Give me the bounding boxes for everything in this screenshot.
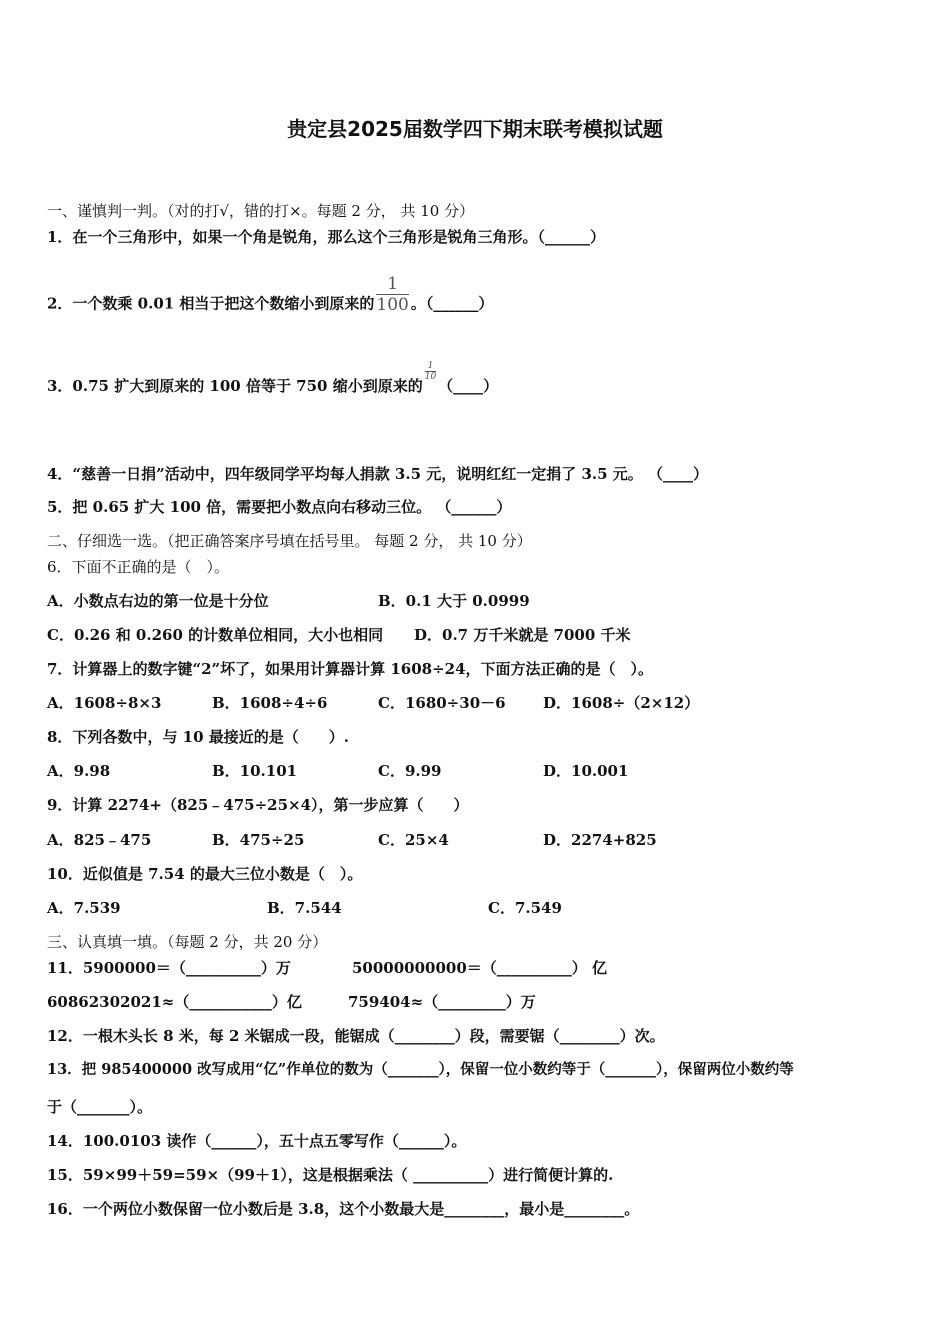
page-title: 贵定县2025届数学四下期末联考模拟试题 bbox=[287, 117, 663, 141]
question-2-text: 2．一个数乘 0.01 相当于把这个数缩小到原来的 bbox=[47, 294, 375, 313]
fraction-one-tenth bbox=[425, 361, 436, 382]
question-8: 8．下列各数中，与 10 最接近的是（ ）. bbox=[47, 728, 349, 746]
q7-option-a: A．1608÷8×3 bbox=[47, 694, 162, 712]
question-3-text: 3．0.75 扩大到原来的 100 倍等于 750 缩小到原来的 bbox=[47, 377, 423, 395]
q6-option-a: A．小数点右边的第一位是十分位 bbox=[47, 592, 269, 610]
section3-heading: 三、认真填一填。（每题 2 分，共 20 分） bbox=[47, 933, 328, 951]
q9-option-c: C．25×4 bbox=[378, 831, 449, 849]
question-2 bbox=[47, 274, 494, 325]
q6-option-c: C．0.26 和 0.260 的计数单位相同，大小也相同 bbox=[47, 626, 384, 644]
q7-option-d: D．1608÷（2×12） bbox=[543, 694, 700, 712]
question-3 bbox=[47, 360, 499, 398]
q8-option-b: B．10.101 bbox=[212, 762, 298, 780]
question-11-part-b: 50000000000＝（__________） 亿 bbox=[352, 959, 608, 977]
question-13-line-1: 13．把 985400000 改写成用“亿”作单位的数为（_______），保留一位小数约等于（_______），保留两位小数约等 bbox=[47, 1061, 794, 1078]
question-10: 10．近似值是 7.54 的最大三位小数是（ ）。 bbox=[47, 865, 363, 883]
fraction-denominator: 100 bbox=[376, 295, 409, 315]
section1-heading: 一、谨慎判一判。（对的打√，错的打×。每题 2 分， 共 10 分） bbox=[47, 202, 475, 220]
question-11-part-a: 11．5900000＝（__________）万 bbox=[47, 959, 291, 977]
q10-option-c: C．7.549 bbox=[488, 899, 562, 917]
q6-option-d: D．0.7 万千米就是 7000 千米 bbox=[414, 626, 631, 644]
question-3-tail: （____） bbox=[438, 377, 499, 395]
q8-option-a: A．9.98 bbox=[47, 762, 111, 780]
question-1: 1．在一个三角形中，如果一个角是锐角，那么这个三角形是锐角三角形。（______） bbox=[47, 228, 605, 246]
question-7: 7．计算器上的数字键“2”坏了，如果用计算器计算 1608÷24，下面方法正确的是（ ）。 bbox=[47, 660, 654, 678]
question-9: 9．计算 2274+（825﹣475÷25×4），第一步应算（ ） bbox=[47, 796, 469, 814]
question-13-line-2: 于（_______）。 bbox=[47, 1098, 153, 1116]
question-12: 12．一根木头长 8 米，每 2 米锯成一段，能锯成（________）段，需要锯（________）次。 bbox=[47, 1027, 665, 1045]
fraction-denominator: 10 bbox=[424, 371, 437, 382]
q7-option-b: B．1608÷4÷6 bbox=[212, 694, 328, 712]
question-11-part-c: 60862302021≈（___________）亿 bbox=[47, 993, 302, 1011]
section2-heading: 二、仔细选一选。（把正确答案序号填在括号里。 每题 2 分， 共 10 分） bbox=[47, 532, 532, 550]
question-15: 15．59×99＋59=59×（99＋1），这是根据乘法（ __________）进行简便计算的. bbox=[47, 1166, 614, 1184]
question-11-part-d: 759404≈（_________）万 bbox=[348, 993, 536, 1011]
question-14: 14．100.0103 读作（______），五十点五零写作（______）。 bbox=[47, 1132, 467, 1150]
q7-option-c: C．1680÷30－6 bbox=[378, 694, 506, 712]
q9-option-a: A．825﹣475 bbox=[47, 831, 152, 849]
q9-option-b: B．475÷25 bbox=[212, 831, 305, 849]
q9-option-d: D．2274+825 bbox=[543, 831, 657, 849]
fraction-one-hundredth bbox=[376, 274, 408, 315]
q8-option-d: D．10.001 bbox=[543, 762, 629, 780]
q10-option-a: A．7.539 bbox=[47, 899, 121, 917]
question-2-tail: 。（______） bbox=[410, 294, 494, 313]
q10-option-b: B．7.544 bbox=[267, 899, 342, 917]
q6-option-b: B．0.1 大于 0.0999 bbox=[378, 592, 530, 610]
question-4: 4．“慈善一日捐”活动中，四年级同学平均每人捐款 3.5 元，说明红红一定捐了 3.5 元。 （____） bbox=[47, 465, 708, 483]
question-5: 5．把 0.65 扩大 100 倍，需要把小数点向右移动三位。 （______） bbox=[47, 498, 512, 516]
fraction-numerator: 1 bbox=[427, 360, 434, 371]
fraction-numerator: 1 bbox=[387, 274, 399, 294]
question-16: 16．一个两位小数保留一位小数后是 3.8，这个小数最大是________，最小是________。 bbox=[47, 1200, 640, 1218]
question-6: 6．下面不正确的是（ ）。 bbox=[47, 558, 230, 576]
q8-option-c: C．9.99 bbox=[378, 762, 442, 780]
